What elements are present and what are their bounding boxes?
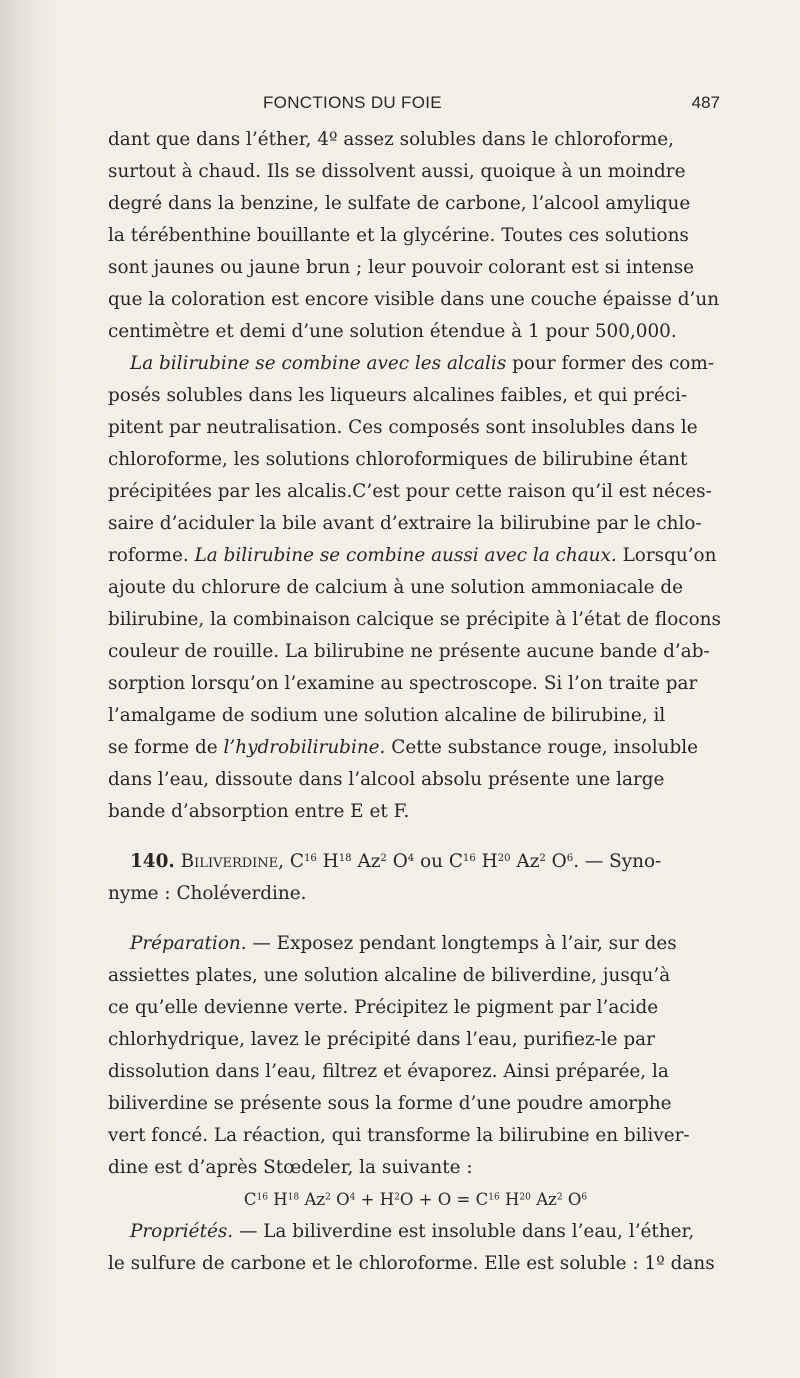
paragraph-solubility	[108, 124, 723, 348]
text-run: ou	[414, 851, 449, 872]
text-line: sont jaunes ou jaune brun ; leur pouvoir colorant est si intense	[108, 257, 695, 278]
text-line: biliverdine se présente sous la forme d’une poudre amorphe	[108, 1093, 672, 1114]
text-line	[108, 348, 723, 380]
text-line: dans l’eau, dissoute dans l’alcool absolu présente une large	[108, 769, 665, 790]
text-line: sorption lorsqu’on l’examine au spectroscope. Si l’on traite par	[108, 673, 698, 694]
text-run: — La biliverdine est insoluble dans l’eau, l’éther,	[233, 1221, 695, 1242]
page-number: 487	[691, 93, 720, 112]
text-line: ce qu’elle devienne verte. Précipitez le pigment par l’acide	[108, 997, 659, 1018]
section-gap	[108, 828, 723, 846]
italic-term: l’hydrobilirubine.	[223, 737, 386, 758]
text-line: dine est d’après Stœdeler, la suivante :	[108, 1157, 473, 1178]
text-line	[108, 1216, 723, 1248]
text-run: Lorsqu’on	[616, 545, 717, 566]
text-line: nyme : Choléverdine.	[108, 883, 307, 904]
paragraph-alkali	[108, 348, 723, 828]
text-line: pitent par neutralisation. Ces composés sont insolubles dans le	[108, 417, 698, 438]
text-run: se forme de	[108, 737, 224, 758]
text-run: pour former des com-	[506, 353, 715, 374]
text-line: dissolution dans l’eau, filtrez et évaporez. Ainsi préparée, la	[108, 1061, 669, 1082]
text-run: — Exposez pendant longtemps à l’air, sur des	[246, 933, 677, 954]
formula-biliverdine-b: $C^{16}$ $H^{20}$ Az$^2$ $O^6$	[448, 851, 574, 872]
italic-heading: Préparation.	[130, 933, 247, 954]
text-run: roforme.	[108, 545, 195, 566]
italic-phrase: La bilirubine se combine avec les alcalis	[130, 353, 507, 374]
running-head: FONCTIONS DU FOIE	[263, 93, 442, 112]
chemical-equation: $C^{16}$ $H^{18}$ Az$^2$ $O^4 + H^2O + O = C^{16}$ $H^{20}$ Az$^2$ $O^6$	[243, 1190, 588, 1209]
section-gap	[108, 910, 723, 928]
text-line: ajoute du chlorure de calcium à une solution ammoniacale de	[108, 577, 684, 598]
section-140-heading	[108, 846, 723, 910]
text-line	[108, 846, 723, 878]
text-line: dant que dans l’éther, 4º assez solubles dans le chloroforme,	[108, 129, 675, 150]
text-line	[108, 928, 723, 960]
text-line: bilirubine, la combinaison calcique se précipite à l’état de flocons	[108, 609, 721, 630]
formula-biliverdine-a: $C^{16}$ $H^{18}$ Az$^2$ $O^4$	[289, 851, 415, 872]
text-line: centimètre et demi d’une solution étendue à 1 pour 500,000.	[108, 321, 677, 342]
section-number: 140.	[130, 851, 175, 872]
text-line: chlorhydrique, lavez le précipité dans l’eau, purifiez-le par	[108, 1029, 655, 1050]
page-header	[108, 93, 748, 115]
text-line	[108, 540, 723, 572]
text-line: assiettes plates, une solution alcaline de biliverdine, jusqu’à	[108, 965, 671, 986]
text-line: saire d’aciduler la bile avant d’extraire la bilirubine par le chlo-	[108, 513, 702, 534]
page-body	[108, 124, 723, 1280]
italic-heading: Propriétés.	[130, 1221, 234, 1242]
text-line: le sulfure de carbone et le chloroforme. Elle est soluble : 1º dans	[108, 1253, 715, 1274]
text-line: vert foncé. La réaction, qui transforme la bilirubine en biliver-	[108, 1125, 690, 1146]
italic-phrase: La bilirubine se combine aussi avec la chaux.	[194, 545, 617, 566]
text-line: couleur de rouille. La bilirubine ne présente aucune bande d’ab-	[108, 641, 710, 662]
paragraph-preparation	[108, 928, 723, 1184]
text-line	[108, 732, 723, 764]
text-line: posés solubles dans les liqueurs alcalines faibles, et qui préci-	[108, 385, 688, 406]
text-line: la térébenthine bouillante et la glycérine. Toutes ces solutions	[108, 225, 689, 246]
text-line: que la coloration est encore visible dans une couche épaisse d’un	[108, 289, 720, 310]
section-title: Biliverdine,	[180, 851, 285, 872]
text-run: . — Syno-	[573, 851, 662, 872]
text-line: l’amalgame de sodium une solution alcaline de bilirubine, il	[108, 705, 666, 726]
text-run: Cette substance rouge, insoluble	[385, 737, 698, 758]
text-line: précipitées par les alcalis.C’est pour cette raison qu’il est néces-	[108, 481, 712, 502]
paragraph-properties	[108, 1216, 723, 1280]
text-line: degré dans la benzine, le sulfate de carbone, l’alcool amylique	[108, 193, 691, 214]
page-edge-shadow	[0, 0, 60, 1378]
text-line: bande d’absorption entre E et F.	[108, 801, 410, 822]
text-line: chloroforme, les solutions chloroformiques de bilirubine étant	[108, 449, 688, 470]
text-line: surtout à chaud. Ils se dissolvent aussi, quoique à un moindre	[108, 161, 686, 182]
